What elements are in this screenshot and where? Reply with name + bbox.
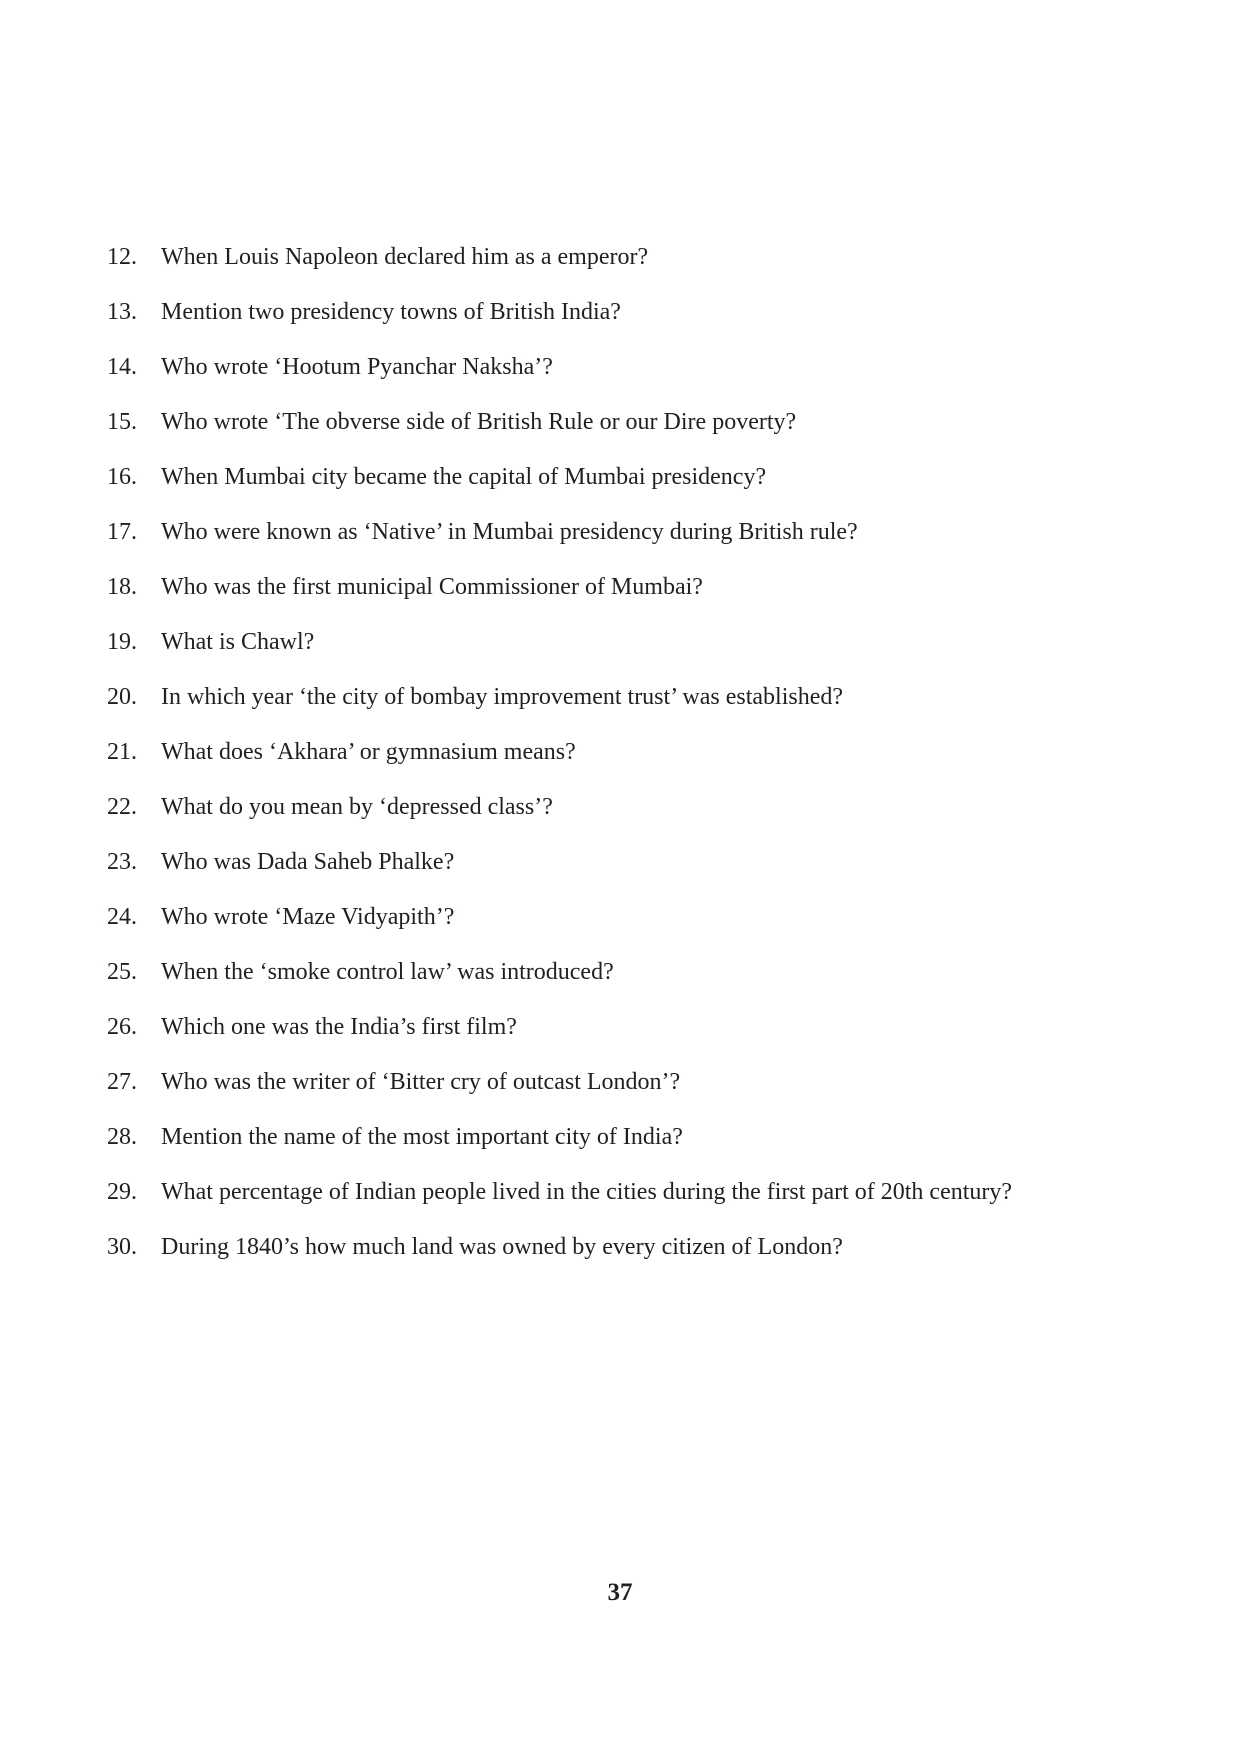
question-number: 15. <box>107 409 137 435</box>
question-item <box>107 956 614 988</box>
question-item <box>107 296 621 328</box>
question-item <box>107 1176 1012 1208</box>
question-number: 25. <box>107 959 137 985</box>
question-item <box>107 1066 680 1098</box>
question-item <box>107 791 553 823</box>
question-number: 16. <box>107 464 137 490</box>
question-number: 18. <box>107 574 137 600</box>
question-number: 23. <box>107 849 137 875</box>
question-text: Which one was the India’s first film? <box>161 1014 517 1040</box>
question-text: Who was Dada Saheb Phalke? <box>161 849 455 875</box>
question-item <box>107 461 766 493</box>
question-text: What does ‘Akhara’ or gymnasium means? <box>161 739 576 765</box>
question-text: During 1840’s how much land was owned by every citizen of London? <box>161 1234 843 1260</box>
question-item <box>107 1011 517 1043</box>
question-item <box>107 626 314 658</box>
question-number: 20. <box>107 684 137 710</box>
question-item <box>107 241 648 273</box>
question-item <box>107 1231 843 1263</box>
question-number: 27. <box>107 1069 137 1095</box>
question-text: When Louis Napoleon declared him as a emperor? <box>161 244 649 270</box>
question-number: 17. <box>107 519 137 545</box>
question-item <box>107 406 796 438</box>
question-number: 21. <box>107 739 137 765</box>
question-text: Who wrote ‘Maze Vidyapith’? <box>161 904 455 930</box>
question-item <box>107 681 843 713</box>
question-item <box>107 901 454 933</box>
question-number: 22. <box>107 794 137 820</box>
question-item <box>107 351 553 383</box>
question-number: 24. <box>107 904 137 930</box>
question-text: What percentage of Indian people lived in the cities during the first part of 20th century? <box>161 1179 1013 1205</box>
question-number: 19. <box>107 629 137 655</box>
question-number: 29. <box>107 1179 137 1205</box>
question-text: In which year ‘the city of bombay improvement trust’ was established? <box>161 684 844 710</box>
question-text: Who wrote ‘Hootum Pyanchar Naksha’? <box>161 354 553 380</box>
question-number: 12. <box>107 244 137 270</box>
question-text: Who wrote ‘The obverse side of British Rule or our Dire poverty? <box>161 409 797 435</box>
question-text: Who was the writer of ‘Bitter cry of outcast London’? <box>161 1069 681 1095</box>
question-item <box>107 1121 683 1153</box>
question-text: Mention two presidency towns of British India? <box>161 299 621 325</box>
question-number: 13. <box>107 299 137 325</box>
page-number: 37 <box>607 1579 633 1606</box>
question-item <box>107 736 576 768</box>
question-text: Who was the first municipal Commissioner of Mumbai? <box>161 574 703 600</box>
question-text: When Mumbai city became the capital of Mumbai presidency? <box>161 464 767 490</box>
question-number: 14. <box>107 354 137 380</box>
question-item <box>107 516 858 548</box>
question-number: 26. <box>107 1014 137 1040</box>
question-number: 30. <box>107 1234 137 1260</box>
question-text: What is Chawl? <box>161 629 315 655</box>
question-text: When the ‘smoke control law’ was introduced? <box>161 959 614 985</box>
question-number: 28. <box>107 1124 137 1150</box>
question-text: Who were known as ‘Native’ in Mumbai presidency during British rule? <box>161 519 858 545</box>
question-item <box>107 846 454 878</box>
question-text: Mention the name of the most important city of India? <box>161 1124 683 1150</box>
question-text: What do you mean by ‘depressed class’? <box>161 794 553 820</box>
question-item <box>107 571 703 603</box>
